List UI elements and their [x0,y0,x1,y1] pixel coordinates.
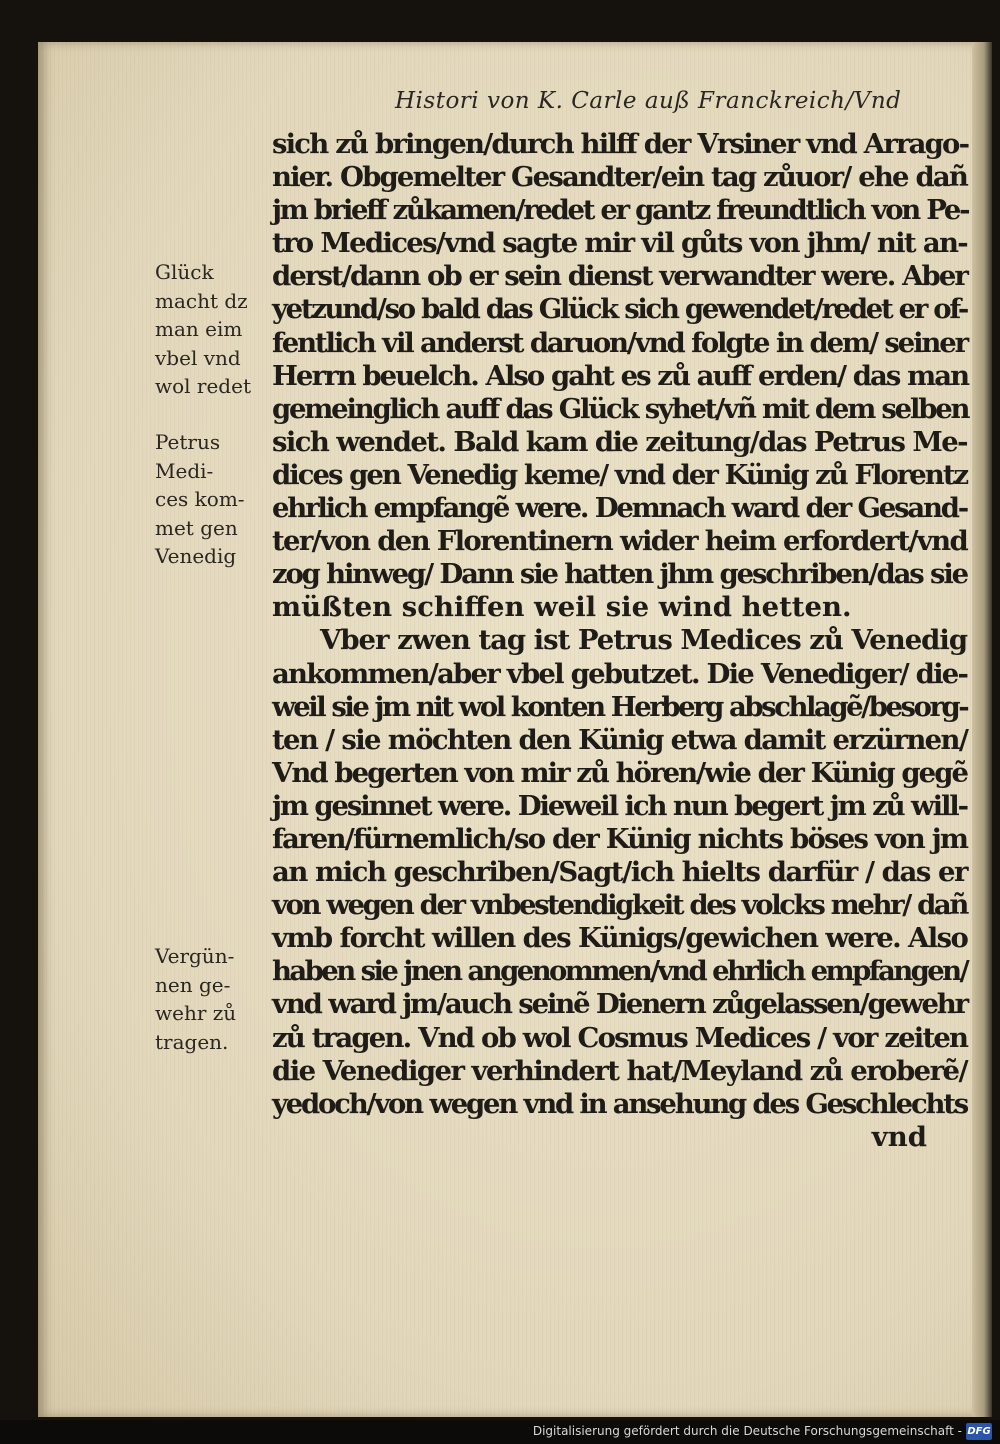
text-line: Herrn beuelch. Also gaht es zů auff erden/ das man [272,359,969,392]
margin-note-line: tragen. [155,1029,229,1054]
text-line: zog hinweg/ Dann sie hatten jhm geschriben/das sie [272,558,968,591]
margin-note-line: Medi- [155,458,214,483]
text-line: gemeinglich auff das Glück syhet/vñ mit dem selben [272,392,969,425]
text-line: vmb forcht willen des Künigs/gewichen were. Also [272,922,968,955]
margin-note-line: Glück [155,260,214,284]
margin-note-line: Venedig [155,544,237,568]
text-line: Vber zwen tag ist Petrus Medices zů Venedig [320,624,968,657]
text-line: von wegen der vnbestendigkeit des volcks mehr/ dañ [272,889,967,922]
text-line: yedoch/von wegen vnd in ansehung des Geschlechts [272,1087,967,1120]
margin-note-line: Petrus [155,430,221,454]
text-line: weil sie jm nit wol konten Herberg abschlagẽ/besorg- [272,690,968,723]
body-text [272,128,967,1154]
text-line: nier. Obgemelter Gesandter/ein tag zůuor/ ehe dañ [272,161,967,194]
margin-note-line: ces kom- [155,487,245,511]
text-line: haben sie jnen angenommen/vnd ehrlich empfangen/ [272,955,968,988]
text-line: ten / sie möchten den Künig etwa damit erzürnen/ [272,723,968,756]
margin-note-line: nen ge- [155,972,231,997]
margin-note-line: macht dz [155,288,248,313]
margin-note-line: man eim [155,317,243,341]
text-line: ter/von den Florentinern wider heim erfordert/vnd [272,525,967,558]
margin-note-line: vbel vnd [155,345,241,370]
text-line: jm gesinnet were. Dieweil ich nun begert jm zů will- [272,789,967,822]
text-line: Vnd begerten von mir zů hören/wie der Künig gegẽ [272,756,967,789]
text-line: zů tragen. Vnd ob wol Cosmus Medices / vor zeiten [272,1021,968,1054]
margin-note-line: Vergün- [155,944,235,968]
text-line: sich wendet. Bald kam die zeitung/das Petrus Me- [272,425,967,458]
catchword: vnd [871,1120,927,1153]
margin-note-line: met gen [155,515,238,540]
margin-note-line: wol redet [155,374,251,398]
text-line: jm brieff zůkamen/redet er gantz freundtlich von Pe- [272,194,969,227]
dfg-logo: DFG [966,1423,992,1440]
text-line: faren/fürnemlich/so der Künig nichts böses von jm [272,822,968,855]
text-line: die Venediger verhindert hat/Meyland zů eroberẽ/ [272,1054,967,1087]
text-line: müßten schiffen weil sie wind hetten. [272,591,852,624]
text-line: derst/dann ob er sein dienst verwandter were. Aber [272,260,967,293]
margin-note [155,258,270,401]
margin-note [155,942,270,1056]
text-line: an mich geschriben/Sagt/ich hielts darfür / das er [272,856,968,889]
text-line: sich zů bringen/durch hilff der Vrsiner vnd Arrago- [272,128,969,160]
text-line: dices gen Venedig keme/ vnd der Künig zů Florentz [272,458,968,491]
text-line: tro Medices/vnd sagte mir vil gůts von jhm/ nit an- [272,227,967,260]
page-edge [972,42,992,1417]
text-line: yetzund/so bald das Glück sich gewendet/redet er of- [272,293,967,326]
running-head: Histori von K. Carle auß Franckreich/Vnd [395,88,902,114]
text-line: vnd ward jm/auch seinẽ Dienern zůgelassen/gewehr [272,988,967,1021]
text-line: fentlich vil anderst daruon/vnd folgte in dem/ seiner [272,326,967,359]
text-line: ehrlich empfangẽ were. Demnach ward der Gesand- [272,492,967,525]
footer-credit: Digitalisierung gefördert durch die Deutsche Forschungsgemeinschaft - [532,1424,962,1438]
margin-note [155,428,270,571]
margin-note-line: wehr zů [155,1001,237,1025]
text-line: ankommen/aber vbel gebutzet. Die Venediger/ die- [272,657,968,690]
